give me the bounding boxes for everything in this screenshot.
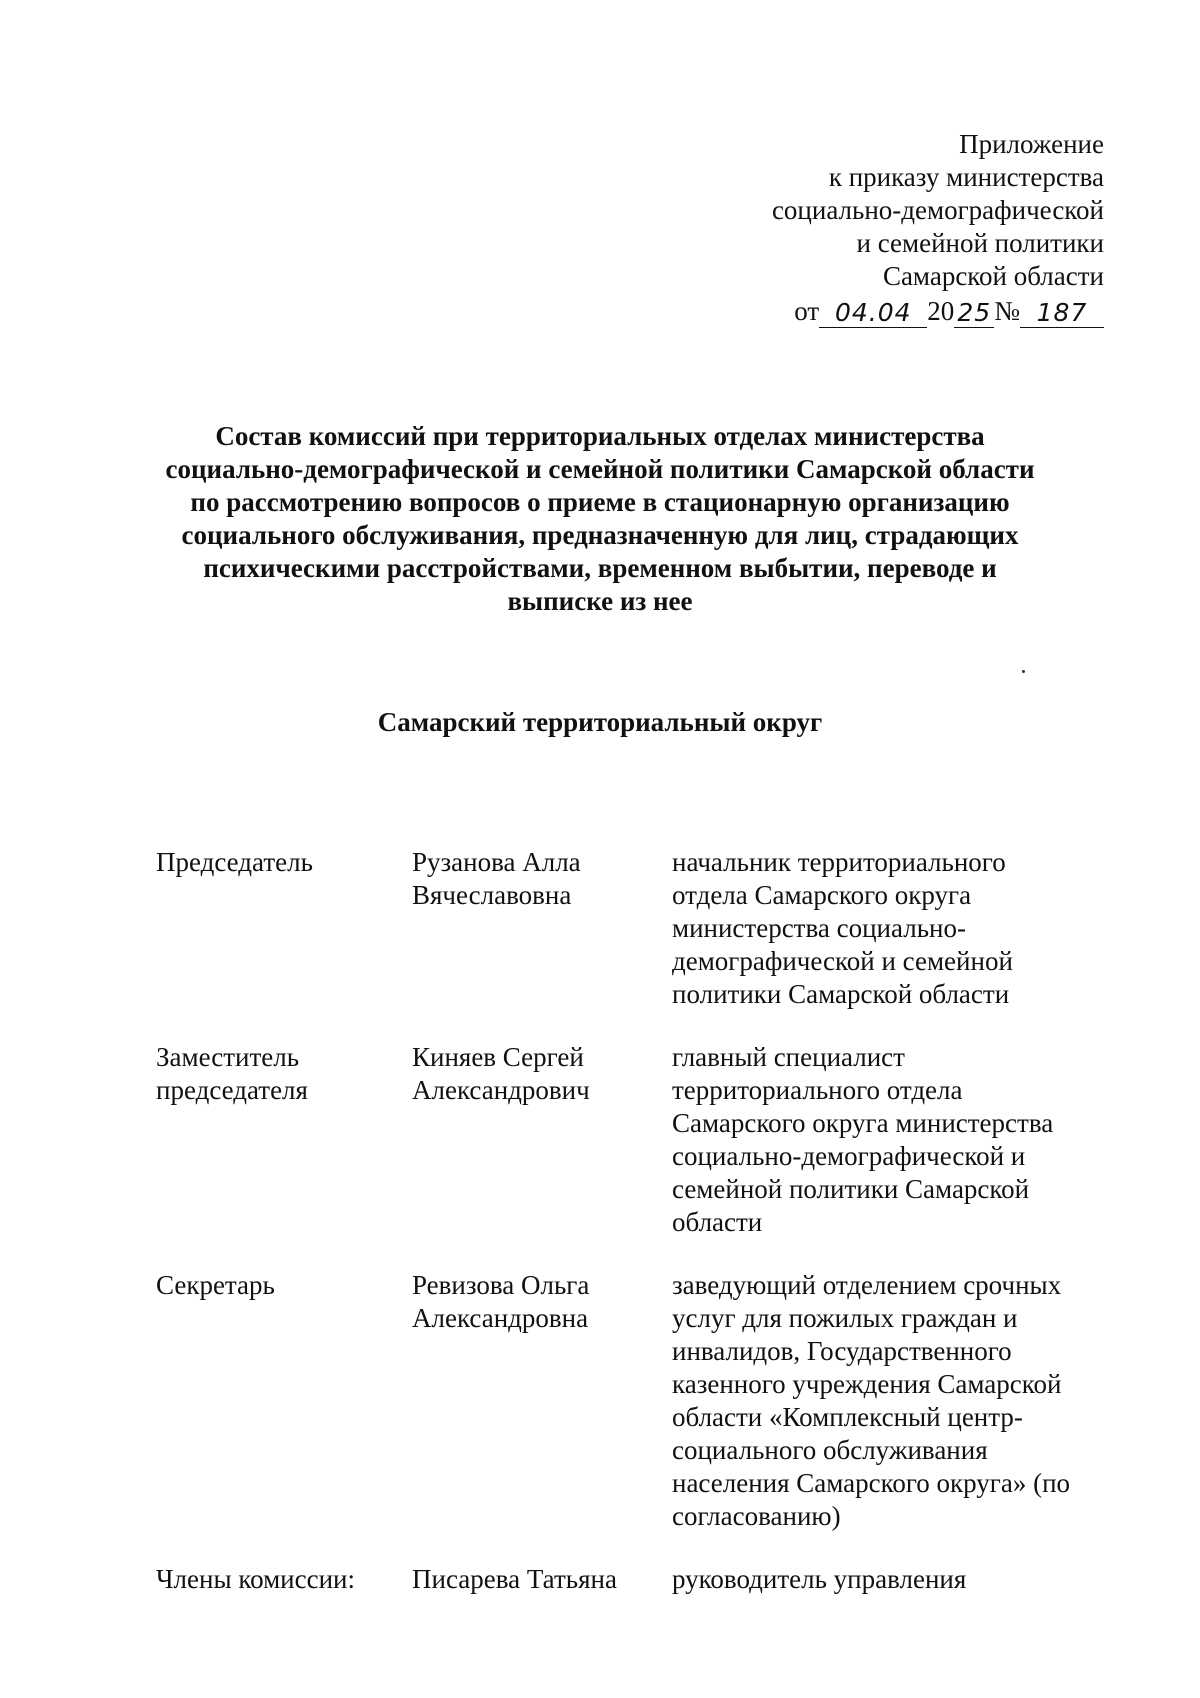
member-role (156, 1041, 412, 1107)
position-line: территориального отдела (672, 1075, 963, 1105)
member-name (412, 1041, 672, 1107)
member-name (412, 1269, 672, 1335)
member-row (156, 1563, 1116, 1596)
position-line: главный специалист (672, 1042, 905, 1072)
year-prefix: 20 (927, 296, 955, 326)
member-name (412, 846, 672, 912)
title-line: социального обслуживания, предназначенную для лиц, страдающих (181, 520, 1019, 550)
appendix-line: к приказу министерства (828, 162, 1104, 192)
appendix-block (584, 128, 1104, 328)
position-line: семейной политики Самарской (672, 1174, 1030, 1204)
name-line: Рузанова Алла (412, 847, 581, 877)
title-line: психическими расстройствами, временном выбытии, переводе и (203, 553, 997, 583)
position-line: услуг для пожилых граждан и (672, 1303, 1018, 1333)
appendix-line: Самарской области (882, 261, 1104, 291)
position-line: начальник территориального (672, 847, 1006, 877)
member-row (156, 846, 1116, 1011)
title-line: Состав комиссий при территориальных отделах министерства (215, 421, 985, 451)
appendix-line: и семейной политики (856, 228, 1104, 258)
role-line: председателя (156, 1075, 308, 1105)
role-line: Заместитель (156, 1042, 300, 1072)
position-line: министерства социально- (672, 913, 966, 943)
position-line: заведующий отделением срочных (672, 1270, 1062, 1300)
members-table (156, 846, 1116, 1596)
member-position (672, 1563, 1092, 1596)
role-line: Члены комиссии: (156, 1564, 355, 1594)
position-line: области (672, 1207, 763, 1237)
role-line: Председатель (156, 847, 313, 877)
member-role (156, 1269, 412, 1302)
date-prefix: от (794, 296, 820, 326)
position-line: населения Самарского округа» (по (672, 1468, 1071, 1498)
member-row (156, 1041, 1116, 1239)
member-role (156, 846, 412, 879)
name-line: Александровна (412, 1303, 589, 1333)
member-name (412, 1563, 672, 1596)
position-line: демографической и семейной (672, 946, 1013, 976)
member-row (156, 1269, 1116, 1533)
appendix-line: социально-демографической (771, 195, 1104, 225)
member-position (672, 1269, 1092, 1533)
document-title (130, 420, 1070, 618)
name-line: Писарева Татьяна (412, 1564, 617, 1594)
section-subtitle: Самарский территориальный округ (377, 707, 823, 737)
position-line: руководитель управления (672, 1564, 967, 1594)
member-position (672, 1041, 1092, 1239)
position-line: казенного учреждения Самарской (672, 1369, 1062, 1399)
position-line: инвалидов, Государственного (672, 1336, 1012, 1366)
name-line: Александрович (412, 1075, 590, 1105)
handwritten-year: 25 (954, 299, 994, 328)
title-line: выписке из нее (507, 586, 693, 616)
position-line: области «Комплексный центр- (672, 1402, 1023, 1432)
title-line: социально-демографической и семейной политики Самарской области (165, 454, 1035, 484)
role-line: Секретарь (156, 1270, 275, 1300)
name-line: Киняев Сергей (412, 1042, 584, 1072)
number-prefix: № (994, 296, 1020, 326)
stray-dot (1022, 670, 1025, 673)
handwritten-date: 04.04 (819, 299, 927, 328)
title-line: по рассмотрению вопросов о приеме в стационарную организацию (190, 487, 1010, 517)
position-line: отдела Самарского округа (672, 880, 972, 910)
position-line: политики Самарской области (672, 979, 1010, 1009)
name-line: Ревизова Ольга (412, 1270, 590, 1300)
member-role (156, 1563, 412, 1596)
appendix-line: Приложение (959, 129, 1104, 159)
position-line: социального обслуживания (672, 1435, 988, 1465)
position-line: согласованию) (672, 1501, 841, 1531)
position-line: Самарского округа министерства (672, 1108, 1054, 1138)
name-line: Вячеславовна (412, 880, 572, 910)
order-date-line (794, 295, 1104, 328)
handwritten-number: 187 (1020, 299, 1104, 328)
member-position (672, 846, 1092, 1011)
position-line: социально-демографической и (672, 1141, 1026, 1171)
